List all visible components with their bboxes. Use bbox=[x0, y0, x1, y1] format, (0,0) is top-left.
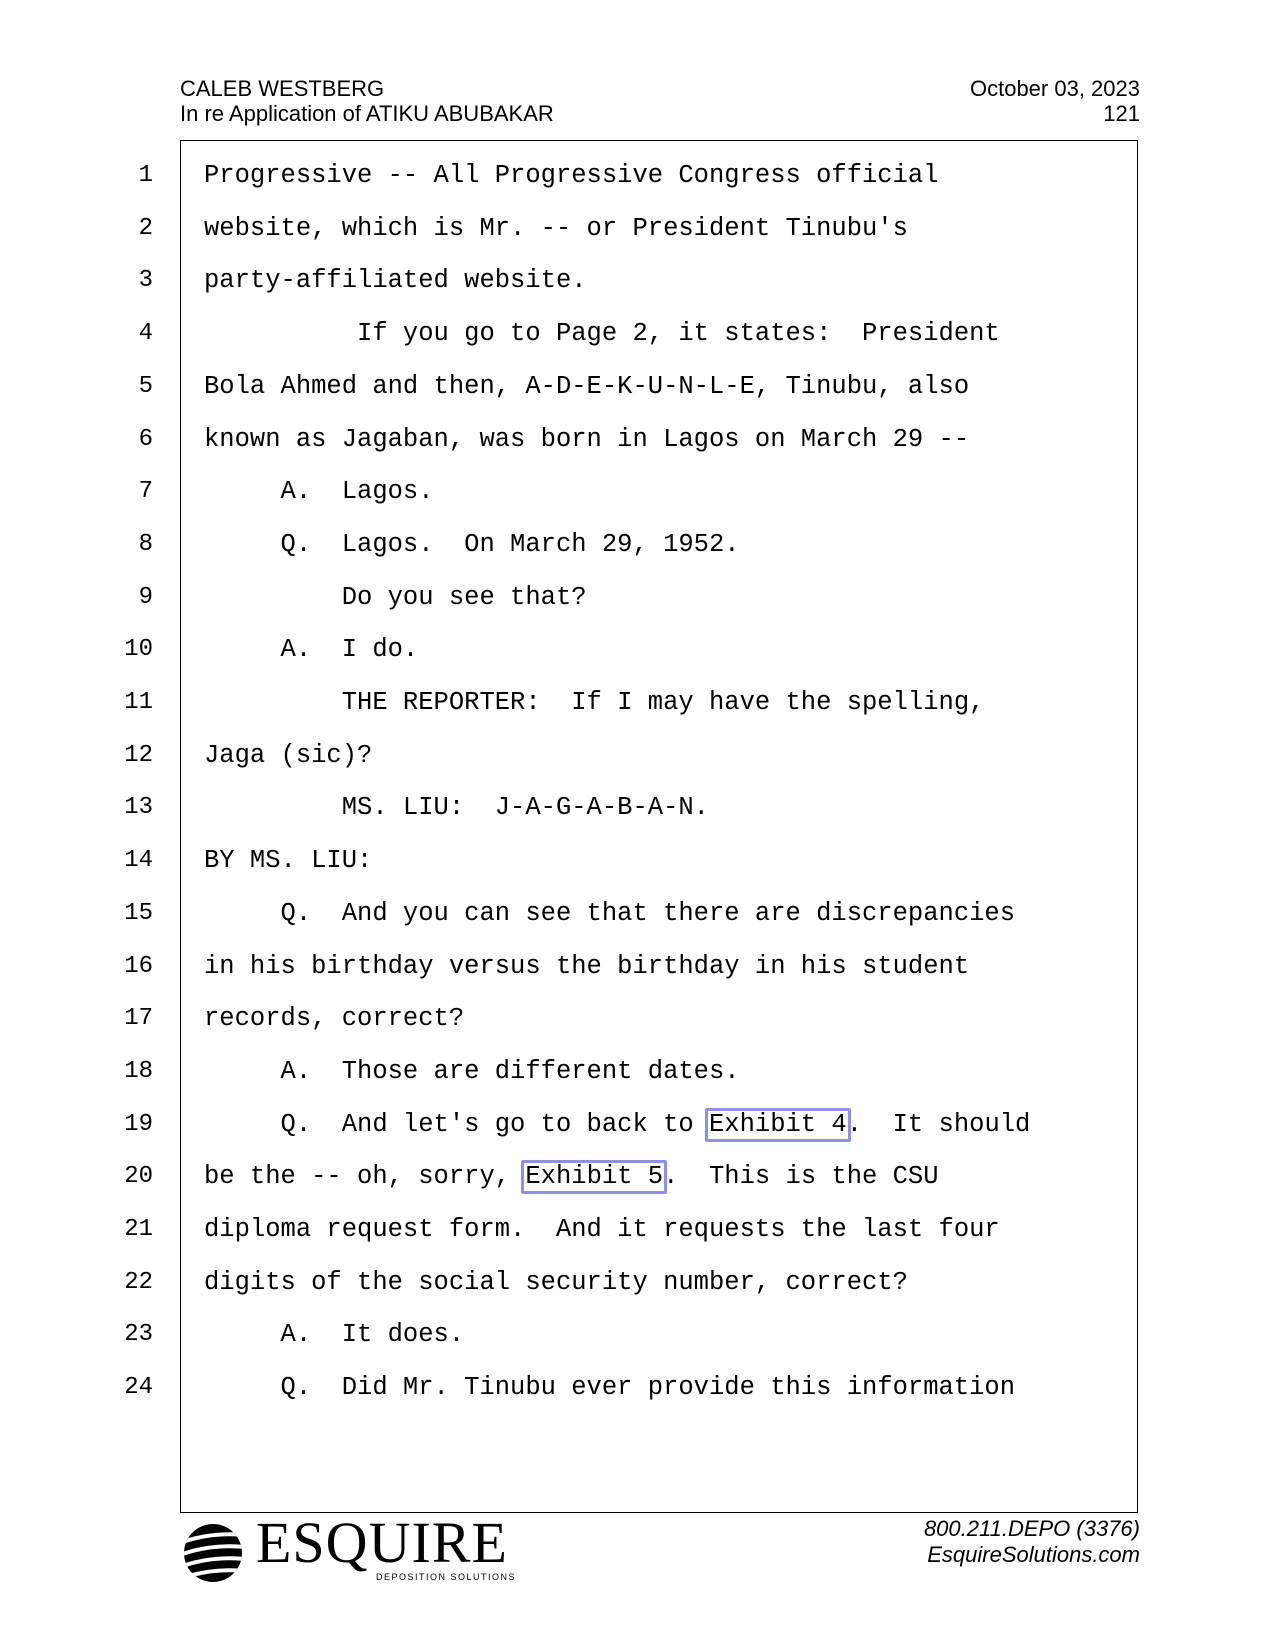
line-text: THE REPORTER: If I may have the spelling, bbox=[204, 688, 985, 717]
line-text-before-link: Q. And let's go to back to bbox=[204, 1109, 709, 1139]
line-number: 21 bbox=[124, 1216, 153, 1243]
line-text: known as Jagaban, was born in Lagos on March 29 -- bbox=[204, 424, 970, 454]
line-number: 17 bbox=[124, 1005, 153, 1033]
transcript-line bbox=[0, 728, 1275, 783]
transcript-line bbox=[0, 622, 1275, 677]
line-text: diploma request form. And it requests the last four bbox=[204, 1215, 1000, 1244]
line-text-after-link: . This is the CSU bbox=[663, 1162, 939, 1192]
line-number: 2 bbox=[138, 214, 153, 242]
line-text: A. Those are different dates. bbox=[204, 1056, 740, 1086]
transcript-line bbox=[0, 253, 1275, 308]
line-number: 19 bbox=[124, 1110, 153, 1138]
transcript-line bbox=[0, 517, 1275, 572]
transcript-line bbox=[0, 1044, 1275, 1099]
line-text: A. It does. bbox=[204, 1320, 465, 1350]
case-title: In re Application of ATIKU ABUBAKAR bbox=[180, 101, 554, 126]
phone-number: 800.211.DEPO (3376) bbox=[923, 1516, 1140, 1541]
transcript-line bbox=[0, 570, 1275, 625]
transcript-line bbox=[0, 675, 1275, 730]
line-number: 9 bbox=[138, 583, 153, 611]
line-number: 13 bbox=[124, 794, 153, 822]
line-text: records, correct? bbox=[204, 1004, 465, 1034]
transcript-line bbox=[0, 1360, 1275, 1415]
line-text: If you go to Page 2, it states: President bbox=[204, 319, 1000, 349]
transcript-line bbox=[0, 939, 1275, 994]
line-text: Q. And you can see that there are discrepancies bbox=[204, 898, 1016, 928]
esquire-logo bbox=[180, 1510, 520, 1586]
line-number: 15 bbox=[124, 899, 153, 927]
line-text bbox=[204, 1149, 939, 1204]
transcript-line bbox=[0, 1307, 1275, 1362]
line-text: Bola Ahmed and then, A-D-E-K-U-N-L-E, Tinubu, also bbox=[204, 371, 970, 401]
transcript-line bbox=[0, 464, 1275, 519]
transcript-line bbox=[0, 359, 1275, 414]
deposition-date: October 03, 2023 bbox=[969, 76, 1140, 101]
witness-name: CALEB WESTBERG bbox=[180, 76, 385, 101]
line-text-before-link: be the -- oh, sorry, bbox=[204, 1162, 526, 1192]
line-text: Progressive -- All Progressive Congress official bbox=[204, 161, 939, 190]
exhibit-link[interactable]: Exhibit 5 bbox=[521, 1160, 667, 1194]
line-number: 20 bbox=[124, 1163, 153, 1191]
line-number: 23 bbox=[124, 1321, 153, 1349]
line-text: in his birthday versus the birthday in his student bbox=[204, 951, 970, 981]
line-number: 8 bbox=[138, 530, 153, 558]
line-number: 18 bbox=[124, 1057, 153, 1085]
line-text: website, which is Mr. -- or President Tinubu's bbox=[204, 213, 908, 243]
line-number: 6 bbox=[138, 425, 153, 453]
line-number: 16 bbox=[124, 952, 153, 980]
line-number: 3 bbox=[138, 267, 153, 295]
line-text: BY MS. LIU: bbox=[204, 846, 373, 876]
line-number: 7 bbox=[138, 478, 153, 506]
transcript-line bbox=[0, 833, 1275, 888]
line-number: 14 bbox=[124, 847, 153, 875]
line-number: 11 bbox=[124, 689, 153, 716]
line-number: 22 bbox=[124, 1268, 153, 1296]
page-number: 121 bbox=[1103, 101, 1140, 126]
transcript-line bbox=[0, 306, 1275, 361]
transcript-line bbox=[0, 886, 1275, 941]
transcript-line bbox=[0, 1097, 1275, 1152]
transcript-line bbox=[0, 780, 1275, 835]
line-text: digits of the social security number, correct? bbox=[204, 1267, 908, 1297]
line-number: 5 bbox=[138, 372, 153, 400]
transcript-line bbox=[0, 1255, 1275, 1310]
esquire-globe-icon bbox=[182, 1522, 244, 1584]
line-text: party-affiliated website. bbox=[204, 266, 587, 296]
line-text: Q. Lagos. On March 29, 1952. bbox=[204, 529, 740, 559]
line-text: Do you see that? bbox=[204, 582, 587, 612]
line-text: Jaga (sic)? bbox=[204, 740, 373, 770]
transcript-line bbox=[0, 1149, 1275, 1204]
contact-info bbox=[924, 1516, 1140, 1568]
logo-wordmark: ESQUIRE bbox=[256, 1510, 508, 1575]
line-number: 12 bbox=[124, 741, 153, 769]
line-number: 24 bbox=[124, 1374, 153, 1402]
transcript-line bbox=[0, 991, 1275, 1046]
line-number: 10 bbox=[124, 636, 153, 664]
line-text-after-link: . It should bbox=[846, 1109, 1031, 1139]
line-text: MS. LIU: J-A-G-A-B-A-N. bbox=[204, 793, 709, 823]
line-number: 1 bbox=[138, 162, 153, 189]
line-text bbox=[204, 1097, 1030, 1152]
logo-tagline: DEPOSITION SOLUTIONS bbox=[376, 1572, 517, 1582]
line-text: Q. Did Mr. Tinubu ever provide this information bbox=[204, 1373, 1016, 1403]
line-text: A. I do. bbox=[204, 635, 419, 665]
transcript-line bbox=[0, 201, 1275, 256]
exhibit-link[interactable]: Exhibit 4 bbox=[705, 1108, 851, 1142]
page-footer bbox=[180, 1510, 1140, 1586]
transcript-line bbox=[0, 148, 1275, 203]
line-number: 4 bbox=[138, 320, 153, 348]
website-link[interactable]: EsquireSolutions.com bbox=[927, 1542, 1140, 1567]
page-header bbox=[180, 76, 1140, 132]
transcript-line bbox=[0, 412, 1275, 467]
line-text: A. Lagos. bbox=[204, 477, 434, 507]
transcript-line bbox=[0, 1202, 1275, 1257]
